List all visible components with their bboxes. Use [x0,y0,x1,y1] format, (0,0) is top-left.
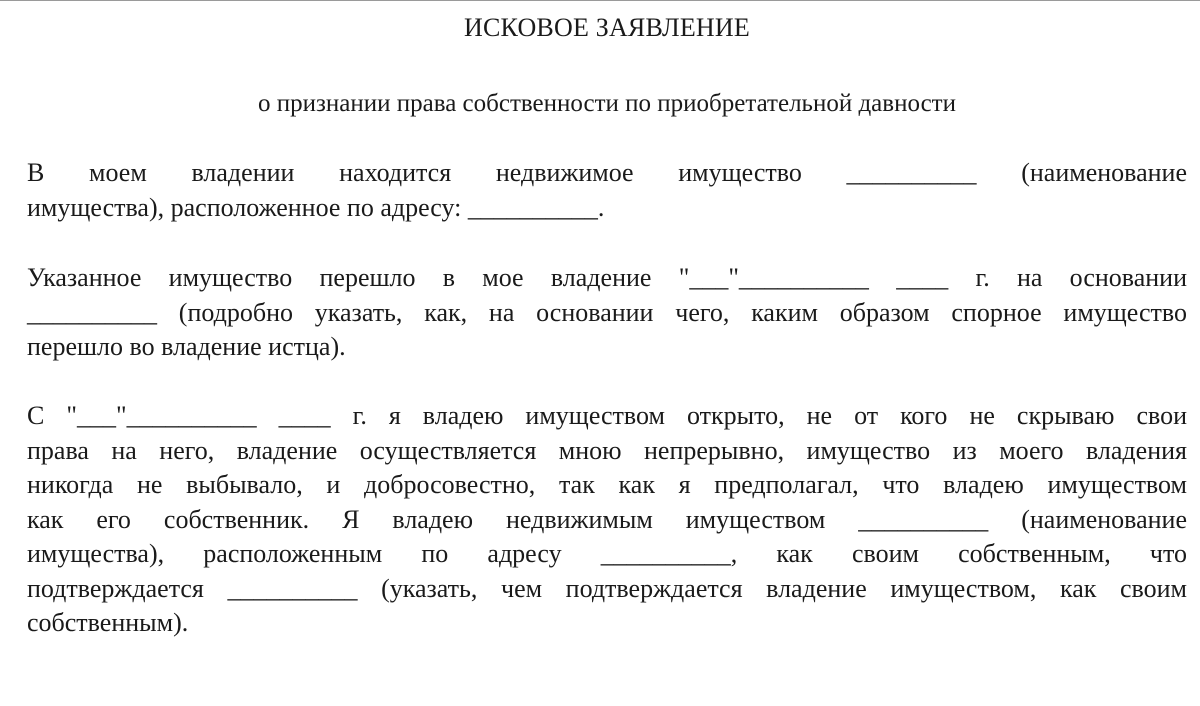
document-subtitle: о признании права собственности по приобретательной давности [258,90,956,117]
paragraph-property-ownership [27,156,1187,225]
paragraph-line: __________ (подробно указать, как, на основании чего, каким образом спорное имущество [27,297,1187,327]
paragraph-line: имущества), расположенным по адресу __________, как своим собственным, что [27,539,1187,568]
paragraph-possession-details [27,399,1187,641]
paragraph-line: никогда не выбывало, и добросовестно, так как я предполагал, что владею имуществом [27,470,1187,499]
paragraph-line: подтверждается __________ (указать, чем подтверждается владение имуществом, как своим [27,573,1187,603]
paragraph-line: имущества), расположенное по адресу: __________. [27,192,605,222]
paragraph-acquisition [27,261,1187,365]
paragraph-line: Указанное имущество перешло в мое владение "___"__________ ____ г. на основании [27,263,1187,292]
paragraph-line: права на него, владение осуществляется мною непрерывно, имущество из моего владения [27,435,1187,465]
document-title: ИСКОВОЕ ЗАЯВЛЕНИЕ [464,13,750,42]
top-border-line [0,0,1200,1]
paragraph-line: перешло во владение истца). [27,332,346,361]
paragraph-line: собственным). [27,608,189,637]
paragraph-line: С "___"__________ ____ г. я владею имуществом открыто, не от кого не скрываю свои [27,401,1187,430]
paragraph-line: как его собственник. Я владею недвижимым имуществом __________ (наименование [27,504,1187,534]
paragraph-line: В моем владении находится недвижимое имущество __________ (наименование [27,158,1187,187]
